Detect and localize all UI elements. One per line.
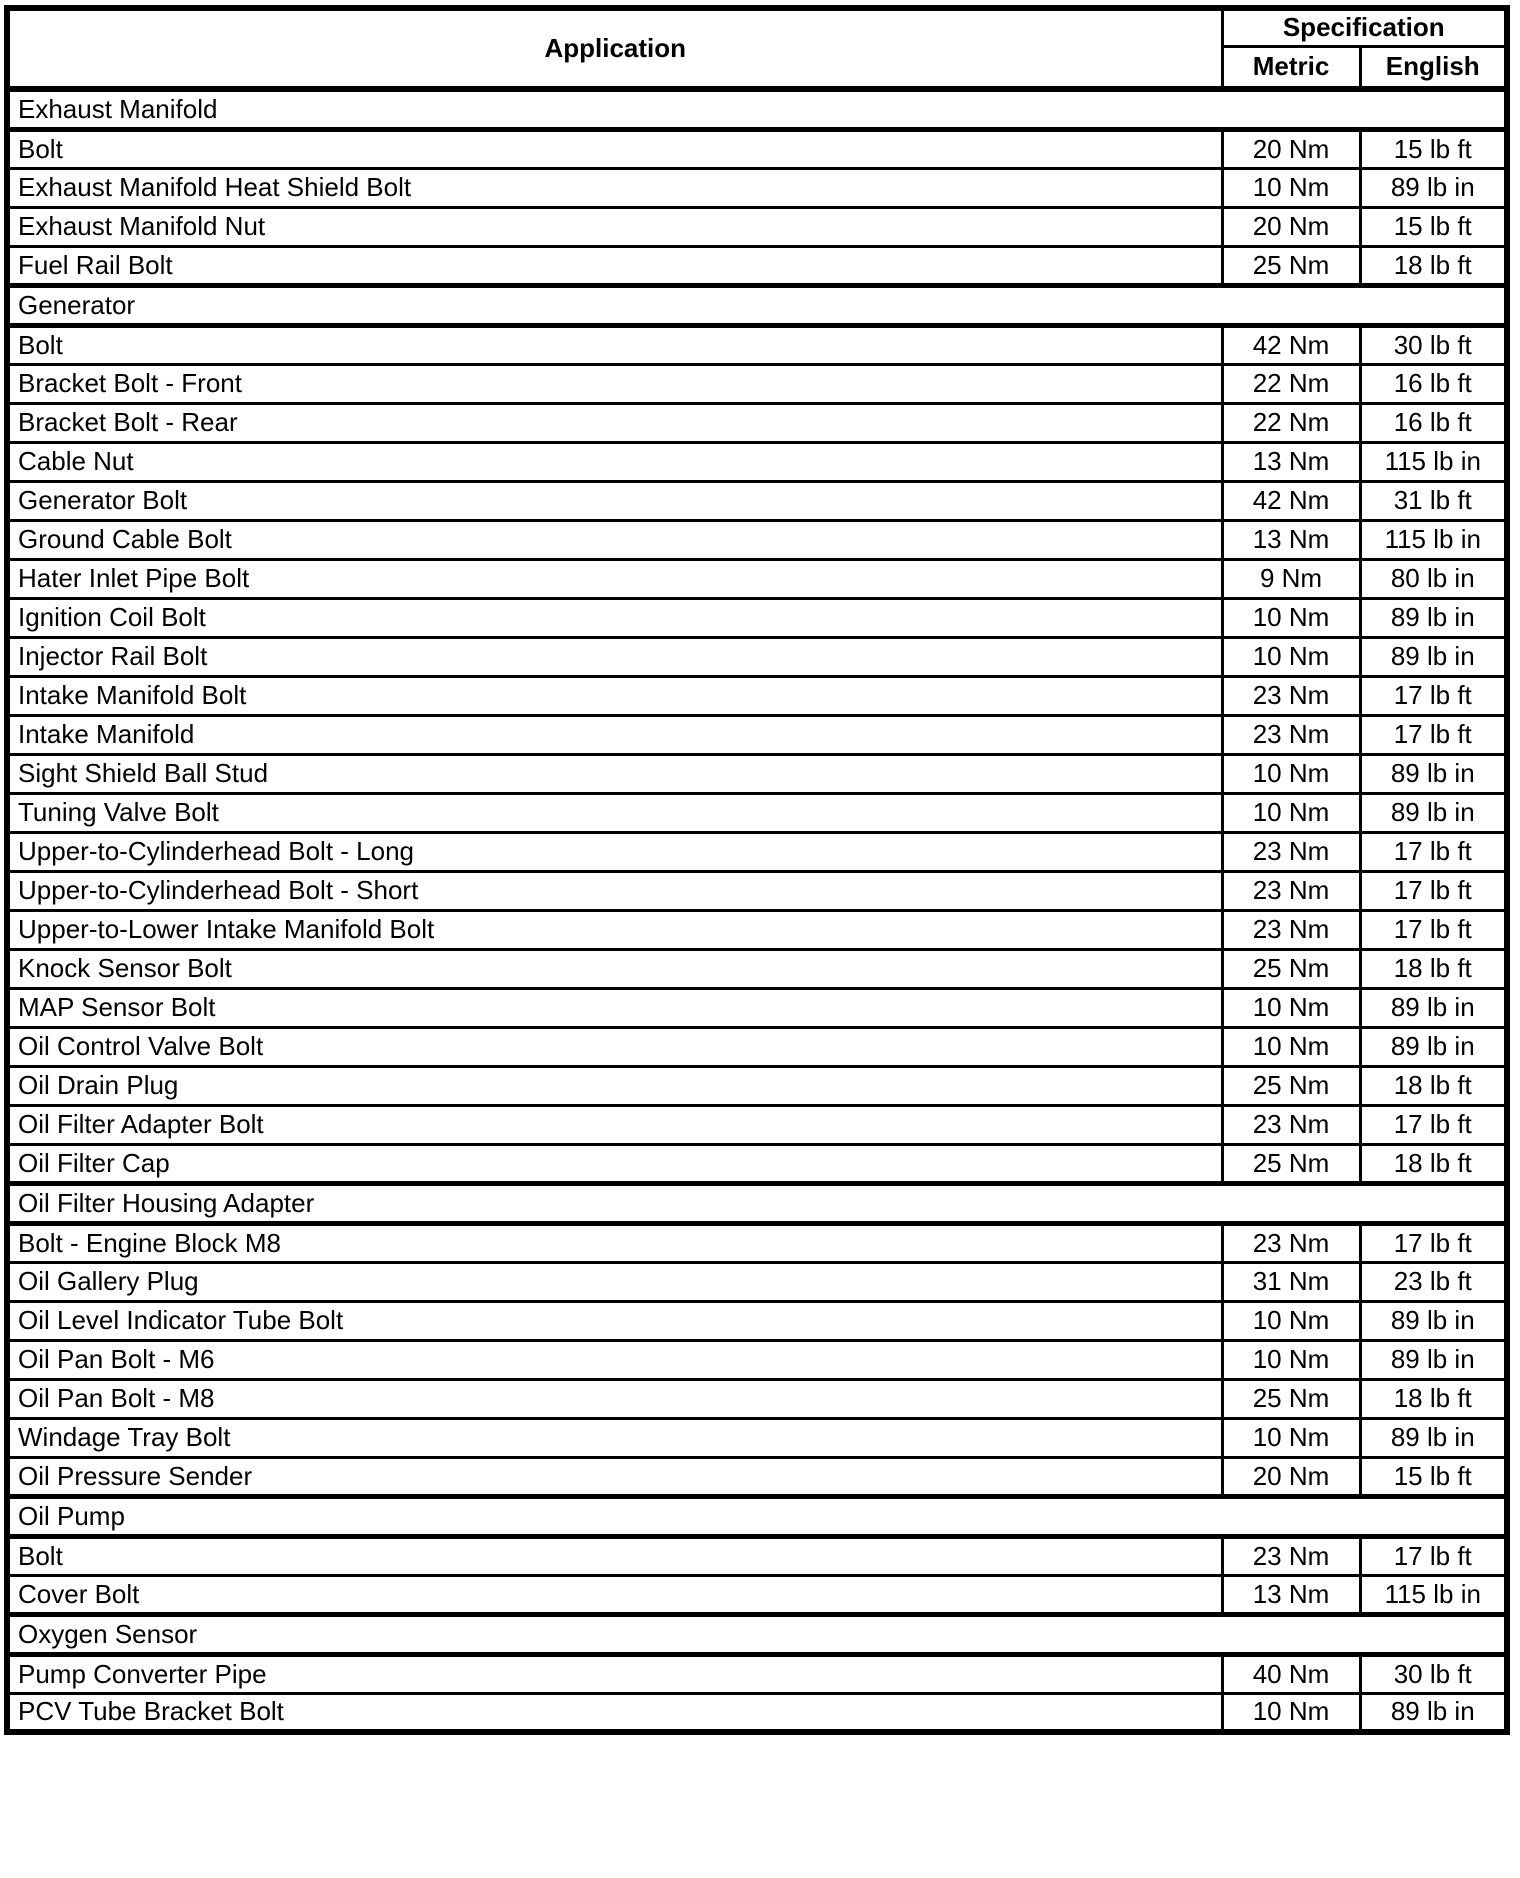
application-cell: Oil Control Valve Bolt	[7, 1027, 1222, 1066]
table-row	[7, 676, 1507, 715]
application-cell: Oil Pressure Sender	[7, 1457, 1222, 1496]
english-value-cell: 115 lb in	[1360, 1575, 1507, 1614]
english-value-cell: 89 lb in	[1360, 988, 1507, 1027]
metric-value-cell: 23 Nm	[1222, 1223, 1360, 1262]
metric-value-cell: 25 Nm	[1222, 949, 1360, 988]
application-cell: Knock Sensor Bolt	[7, 949, 1222, 988]
application-cell: Ignition Coil Bolt	[7, 598, 1222, 637]
english-value-cell: 17 lb ft	[1360, 676, 1507, 715]
application-cell: Windage Tray Bolt	[7, 1418, 1222, 1457]
table-row	[7, 442, 1507, 481]
english-value-cell: 17 lb ft	[1360, 1105, 1507, 1144]
english-value-cell: 15 lb ft	[1360, 129, 1507, 168]
table-row	[7, 598, 1507, 637]
application-cell: Oil Filter Adapter Bolt	[7, 1105, 1222, 1144]
english-value-cell: 89 lb in	[1360, 754, 1507, 793]
english-value-cell: 18 lb ft	[1360, 1144, 1507, 1183]
table-header	[7, 8, 1507, 89]
english-value-cell: 17 lb ft	[1360, 910, 1507, 949]
metric-value-cell: 23 Nm	[1222, 832, 1360, 871]
application-cell: Oil Pan Bolt - M8	[7, 1379, 1222, 1418]
table-row	[7, 793, 1507, 832]
english-value-cell: 17 lb ft	[1360, 1536, 1507, 1575]
application-cell: Oil Drain Plug	[7, 1066, 1222, 1105]
metric-value-cell: 22 Nm	[1222, 364, 1360, 403]
application-cell: Bracket Bolt - Rear	[7, 403, 1222, 442]
application-cell: Oil Level Indicator Tube Bolt	[7, 1301, 1222, 1340]
table-row	[7, 1027, 1507, 1066]
metric-value-cell: 10 Nm	[1222, 168, 1360, 207]
table-row	[7, 871, 1507, 910]
application-cell: Upper-to-Cylinderhead Bolt - Short	[7, 871, 1222, 910]
metric-value-cell: 20 Nm	[1222, 1457, 1360, 1496]
application-cell: Cover Bolt	[7, 1575, 1222, 1614]
metric-value-cell: 20 Nm	[1222, 207, 1360, 246]
metric-value-cell: 31 Nm	[1222, 1262, 1360, 1301]
metric-value-cell: 25 Nm	[1222, 1379, 1360, 1418]
application-cell: Exhaust Manifold Nut	[7, 207, 1222, 246]
metric-value-cell: 10 Nm	[1222, 1418, 1360, 1457]
metric-value-cell: 10 Nm	[1222, 637, 1360, 676]
metric-value-cell: 10 Nm	[1222, 754, 1360, 793]
table-row	[7, 637, 1507, 676]
metric-value-cell: 25 Nm	[1222, 246, 1360, 285]
table-row	[7, 1418, 1507, 1457]
application-cell: Bolt	[7, 325, 1222, 364]
table-row	[7, 832, 1507, 871]
metric-value-cell: 42 Nm	[1222, 481, 1360, 520]
metric-column-header: Metric	[1222, 46, 1360, 89]
english-value-cell: 17 lb ft	[1360, 871, 1507, 910]
application-column-header: Application	[7, 8, 1222, 89]
table-row	[7, 1105, 1507, 1144]
table-row	[7, 1262, 1507, 1301]
application-cell: Injector Rail Bolt	[7, 637, 1222, 676]
metric-value-cell: 13 Nm	[1222, 1575, 1360, 1614]
application-cell: Bolt - Engine Block M8	[7, 1223, 1222, 1262]
section-row	[7, 89, 1507, 129]
metric-value-cell: 23 Nm	[1222, 871, 1360, 910]
application-cell: Tuning Valve Bolt	[7, 793, 1222, 832]
application-cell: Bolt	[7, 129, 1222, 168]
english-value-cell: 17 lb ft	[1360, 1223, 1507, 1262]
english-value-cell: 89 lb in	[1360, 637, 1507, 676]
english-value-cell: 15 lb ft	[1360, 207, 1507, 246]
table-row	[7, 1536, 1507, 1575]
section-label: Oxygen Sensor	[7, 1614, 1507, 1654]
application-cell: PCV Tube Bracket Bolt	[7, 1693, 1222, 1732]
english-value-cell: 18 lb ft	[1360, 1379, 1507, 1418]
english-value-cell: 89 lb in	[1360, 1027, 1507, 1066]
section-label: Generator	[7, 285, 1507, 325]
metric-value-cell: 13 Nm	[1222, 520, 1360, 559]
table-row	[7, 754, 1507, 793]
english-value-cell: 89 lb in	[1360, 168, 1507, 207]
application-cell: Upper-to-Cylinderhead Bolt - Long	[7, 832, 1222, 871]
application-cell: Oil Gallery Plug	[7, 1262, 1222, 1301]
metric-value-cell: 23 Nm	[1222, 715, 1360, 754]
table-row	[7, 1066, 1507, 1105]
metric-value-cell: 40 Nm	[1222, 1654, 1360, 1693]
section-row	[7, 1183, 1507, 1223]
table-row	[7, 1654, 1507, 1693]
specification-column-header: Specification	[1222, 8, 1507, 46]
english-column-header: English	[1360, 46, 1507, 89]
application-cell: Intake Manifold	[7, 715, 1222, 754]
application-cell: Bolt	[7, 1536, 1222, 1575]
metric-value-cell: 10 Nm	[1222, 988, 1360, 1027]
metric-value-cell: 10 Nm	[1222, 1301, 1360, 1340]
table-row	[7, 910, 1507, 949]
metric-value-cell: 23 Nm	[1222, 676, 1360, 715]
table-row	[7, 520, 1507, 559]
application-cell: Ground Cable Bolt	[7, 520, 1222, 559]
section-row	[7, 285, 1507, 325]
header-row-top	[7, 8, 1507, 46]
english-value-cell: 31 lb ft	[1360, 481, 1507, 520]
english-value-cell: 80 lb in	[1360, 559, 1507, 598]
metric-value-cell: 13 Nm	[1222, 442, 1360, 481]
metric-value-cell: 10 Nm	[1222, 793, 1360, 832]
english-value-cell: 17 lb ft	[1360, 715, 1507, 754]
table-row	[7, 1301, 1507, 1340]
table-row	[7, 1144, 1507, 1183]
metric-value-cell: 10 Nm	[1222, 1027, 1360, 1066]
metric-value-cell: 42 Nm	[1222, 325, 1360, 364]
table-row	[7, 715, 1507, 754]
english-value-cell: 18 lb ft	[1360, 246, 1507, 285]
application-cell: Pump Converter Pipe	[7, 1654, 1222, 1693]
table-row	[7, 1379, 1507, 1418]
metric-value-cell: 23 Nm	[1222, 1105, 1360, 1144]
english-value-cell: 23 lb ft	[1360, 1262, 1507, 1301]
english-value-cell: 30 lb ft	[1360, 325, 1507, 364]
metric-value-cell: 23 Nm	[1222, 910, 1360, 949]
application-cell: Cable Nut	[7, 442, 1222, 481]
english-value-cell: 18 lb ft	[1360, 949, 1507, 988]
metric-value-cell: 20 Nm	[1222, 129, 1360, 168]
metric-value-cell: 10 Nm	[1222, 1340, 1360, 1379]
english-value-cell: 16 lb ft	[1360, 364, 1507, 403]
table-row	[7, 207, 1507, 246]
english-value-cell: 89 lb in	[1360, 1693, 1507, 1732]
torque-spec-table	[4, 5, 1510, 1735]
metric-value-cell: 25 Nm	[1222, 1144, 1360, 1183]
metric-value-cell: 9 Nm	[1222, 559, 1360, 598]
application-cell: Oil Filter Cap	[7, 1144, 1222, 1183]
application-cell: Fuel Rail Bolt	[7, 246, 1222, 285]
section-row	[7, 1614, 1507, 1654]
application-cell: Generator Bolt	[7, 481, 1222, 520]
section-label: Oil Filter Housing Adapter	[7, 1183, 1507, 1223]
table-row	[7, 246, 1507, 285]
metric-value-cell: 22 Nm	[1222, 403, 1360, 442]
section-label: Oil Pump	[7, 1496, 1507, 1536]
section-label: Exhaust Manifold	[7, 89, 1507, 129]
section-row	[7, 1496, 1507, 1536]
english-value-cell: 89 lb in	[1360, 1301, 1507, 1340]
table-row	[7, 1457, 1507, 1496]
english-value-cell: 18 lb ft	[1360, 1066, 1507, 1105]
application-cell: Sight Shield Ball Stud	[7, 754, 1222, 793]
english-value-cell: 89 lb in	[1360, 1340, 1507, 1379]
english-value-cell: 15 lb ft	[1360, 1457, 1507, 1496]
metric-value-cell: 25 Nm	[1222, 1066, 1360, 1105]
english-value-cell: 89 lb in	[1360, 1418, 1507, 1457]
table-row	[7, 364, 1507, 403]
english-value-cell: 16 lb ft	[1360, 403, 1507, 442]
application-cell: Intake Manifold Bolt	[7, 676, 1222, 715]
english-value-cell: 115 lb in	[1360, 442, 1507, 481]
table-body	[7, 89, 1507, 1732]
table-row	[7, 129, 1507, 168]
application-cell: Hater Inlet Pipe Bolt	[7, 559, 1222, 598]
metric-value-cell: 10 Nm	[1222, 1693, 1360, 1732]
metric-value-cell: 23 Nm	[1222, 1536, 1360, 1575]
application-cell: MAP Sensor Bolt	[7, 988, 1222, 1027]
table-row	[7, 1223, 1507, 1262]
application-cell: Bracket Bolt - Front	[7, 364, 1222, 403]
english-value-cell: 17 lb ft	[1360, 832, 1507, 871]
english-value-cell: 115 lb in	[1360, 520, 1507, 559]
table-row	[7, 1575, 1507, 1614]
table-row	[7, 1340, 1507, 1379]
application-cell: Exhaust Manifold Heat Shield Bolt	[7, 168, 1222, 207]
table-row	[7, 481, 1507, 520]
english-value-cell: 89 lb in	[1360, 598, 1507, 637]
table-row	[7, 988, 1507, 1027]
table-row	[7, 559, 1507, 598]
table-row	[7, 168, 1507, 207]
table-row	[7, 1693, 1507, 1732]
english-value-cell: 30 lb ft	[1360, 1654, 1507, 1693]
application-cell: Upper-to-Lower Intake Manifold Bolt	[7, 910, 1222, 949]
table-row	[7, 949, 1507, 988]
english-value-cell: 89 lb in	[1360, 793, 1507, 832]
application-cell: Oil Pan Bolt - M6	[7, 1340, 1222, 1379]
table-row	[7, 403, 1507, 442]
metric-value-cell: 10 Nm	[1222, 598, 1360, 637]
table-row	[7, 325, 1507, 364]
